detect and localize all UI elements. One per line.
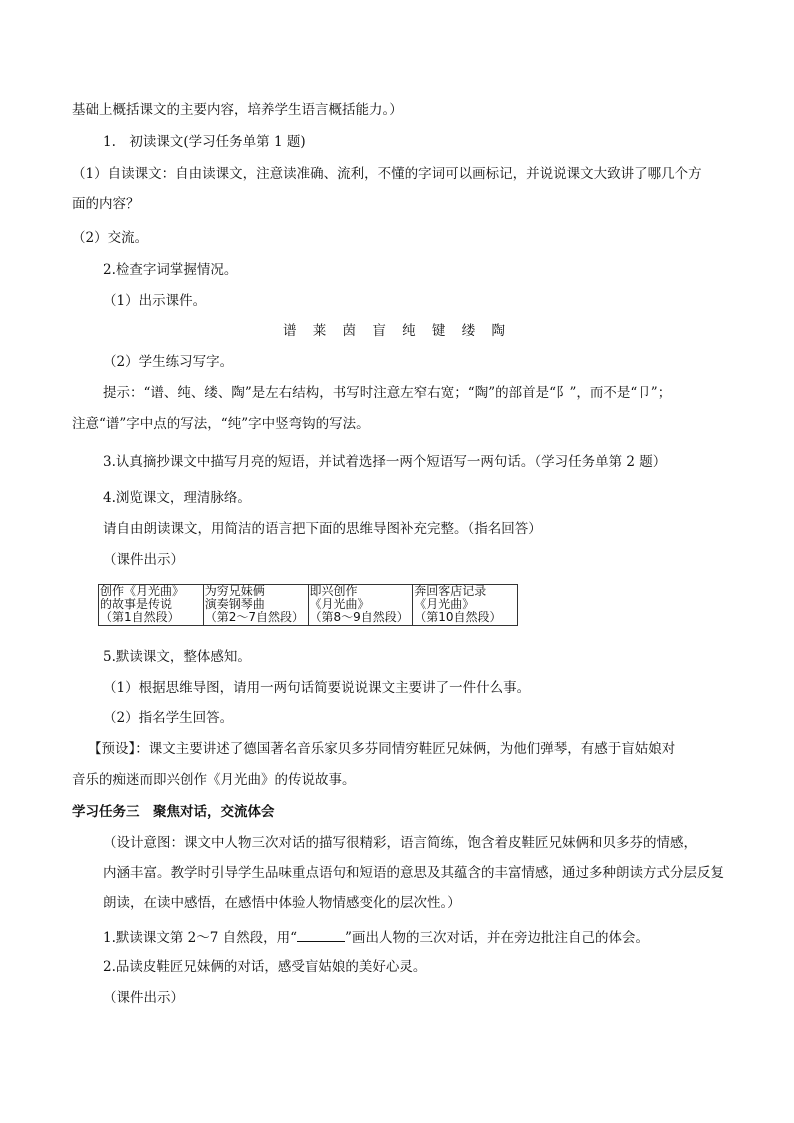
design-intent: （设计意图：课文中人物三次对话的描写很精彩，语言简练，饱含着皮鞋匠兄妹俩和贝多芬的情感， bbox=[103, 835, 697, 851]
section-item-5: 5.默读课文，整体感知。 bbox=[103, 649, 251, 665]
underline-blank bbox=[297, 927, 345, 942]
mind-map-table bbox=[98, 584, 518, 626]
mind-map-cell: 创作《月光曲》 的故事是传说 （第1自然段） bbox=[99, 585, 204, 626]
mind-map-cell: 为穷兄妹俩 演奏钢琴曲 （第2～7自然段） bbox=[203, 585, 308, 626]
paragraph-text: （课件出示） bbox=[103, 552, 184, 568]
section-item-1b: 1.默读课文第 2～7 自然段，用“ ”画出人物的三次对话，并在旁边批注自己的体会。 bbox=[103, 927, 649, 947]
section-heading: 学习任务三 聚焦对话，交流体会 bbox=[72, 804, 275, 820]
design-intent: 内涵丰富。教学时引导学生品味重点语句和短语的意思及其蕴含的丰富情感，通过多种朗读方式分层反复 bbox=[103, 865, 724, 881]
paragraph-text: （2）指名学生回答。 bbox=[103, 710, 234, 726]
paragraph-text: （1）自读课文：自由读课文，注意读准确、流利，不懂的字词可以画标记，并说说课文大致讲了哪几个方 bbox=[72, 166, 702, 182]
preset-answer: 【预设】：课文主要讲述了德国著名音乐家贝多芬同情穷鞋匠兄妹俩，为他们弹琴，有感于盲姑娘对 bbox=[88, 741, 676, 757]
paragraph-text: 基础上概括课文的主要内容，培养学生语言概括能力。） bbox=[72, 102, 403, 118]
section-item-2: 2.检查字词掌握情况。 bbox=[103, 262, 238, 278]
paragraph-text: （1）出示课件。 bbox=[103, 293, 207, 309]
mind-map-cell: 奔回客店记录 《月光曲》 （第10自然段） bbox=[413, 585, 518, 626]
hint-text: 注意“谱”字中点的写法，“纯”字中竖弯钩的写法。 bbox=[72, 416, 370, 432]
paragraph-text: 请自由朗读课文，用简洁的语言把下面的思维导图补充完整。（指名回答） bbox=[103, 521, 542, 537]
paragraph-text: （2）交流。 bbox=[72, 230, 149, 246]
character-list: 谱 莱 茵 盲 纯 键 缕 陶 bbox=[282, 323, 512, 339]
paragraph-text: （2）学生练习写字。 bbox=[103, 354, 234, 370]
section-item-3: 3.认真摘抄课文中描写月亮的短语，并试着选择一两个短语写一两句话。（学习任务单第 2 题） bbox=[103, 454, 667, 470]
section-item-4: 4.浏览课文，理清脉络。 bbox=[103, 490, 251, 506]
paragraph-text: （课件出示） bbox=[103, 990, 184, 1006]
section-item-2b: 2.品读皮鞋匠兄妹俩的对话，感受盲姑娘的美好心灵。 bbox=[103, 959, 427, 975]
paragraph-text: （1）根据思维导图，请用一两句话简要说说课文主要讲了一件什么事。 bbox=[103, 680, 531, 696]
mind-map-cell: 即兴创作 《月光曲》 （第8～9自然段） bbox=[308, 585, 413, 626]
hint-text: 提示：“谱、纯、缕、陶”是左右结构，书写时注意左窄右宽；“陶”的部首是“阝”，而不是“卩”； bbox=[103, 385, 672, 401]
paragraph-text: 面的内容？ bbox=[72, 196, 140, 212]
design-intent: 朗读，在读中感悟，在感悟中体验人物情感变化的层次性。） bbox=[103, 895, 461, 911]
preset-answer: 音乐的痴迷而即兴创作《月光曲》的传说故事。 bbox=[72, 772, 356, 788]
section-item-1: 1. 初读课文(学习任务单第 1 题) bbox=[103, 134, 306, 150]
